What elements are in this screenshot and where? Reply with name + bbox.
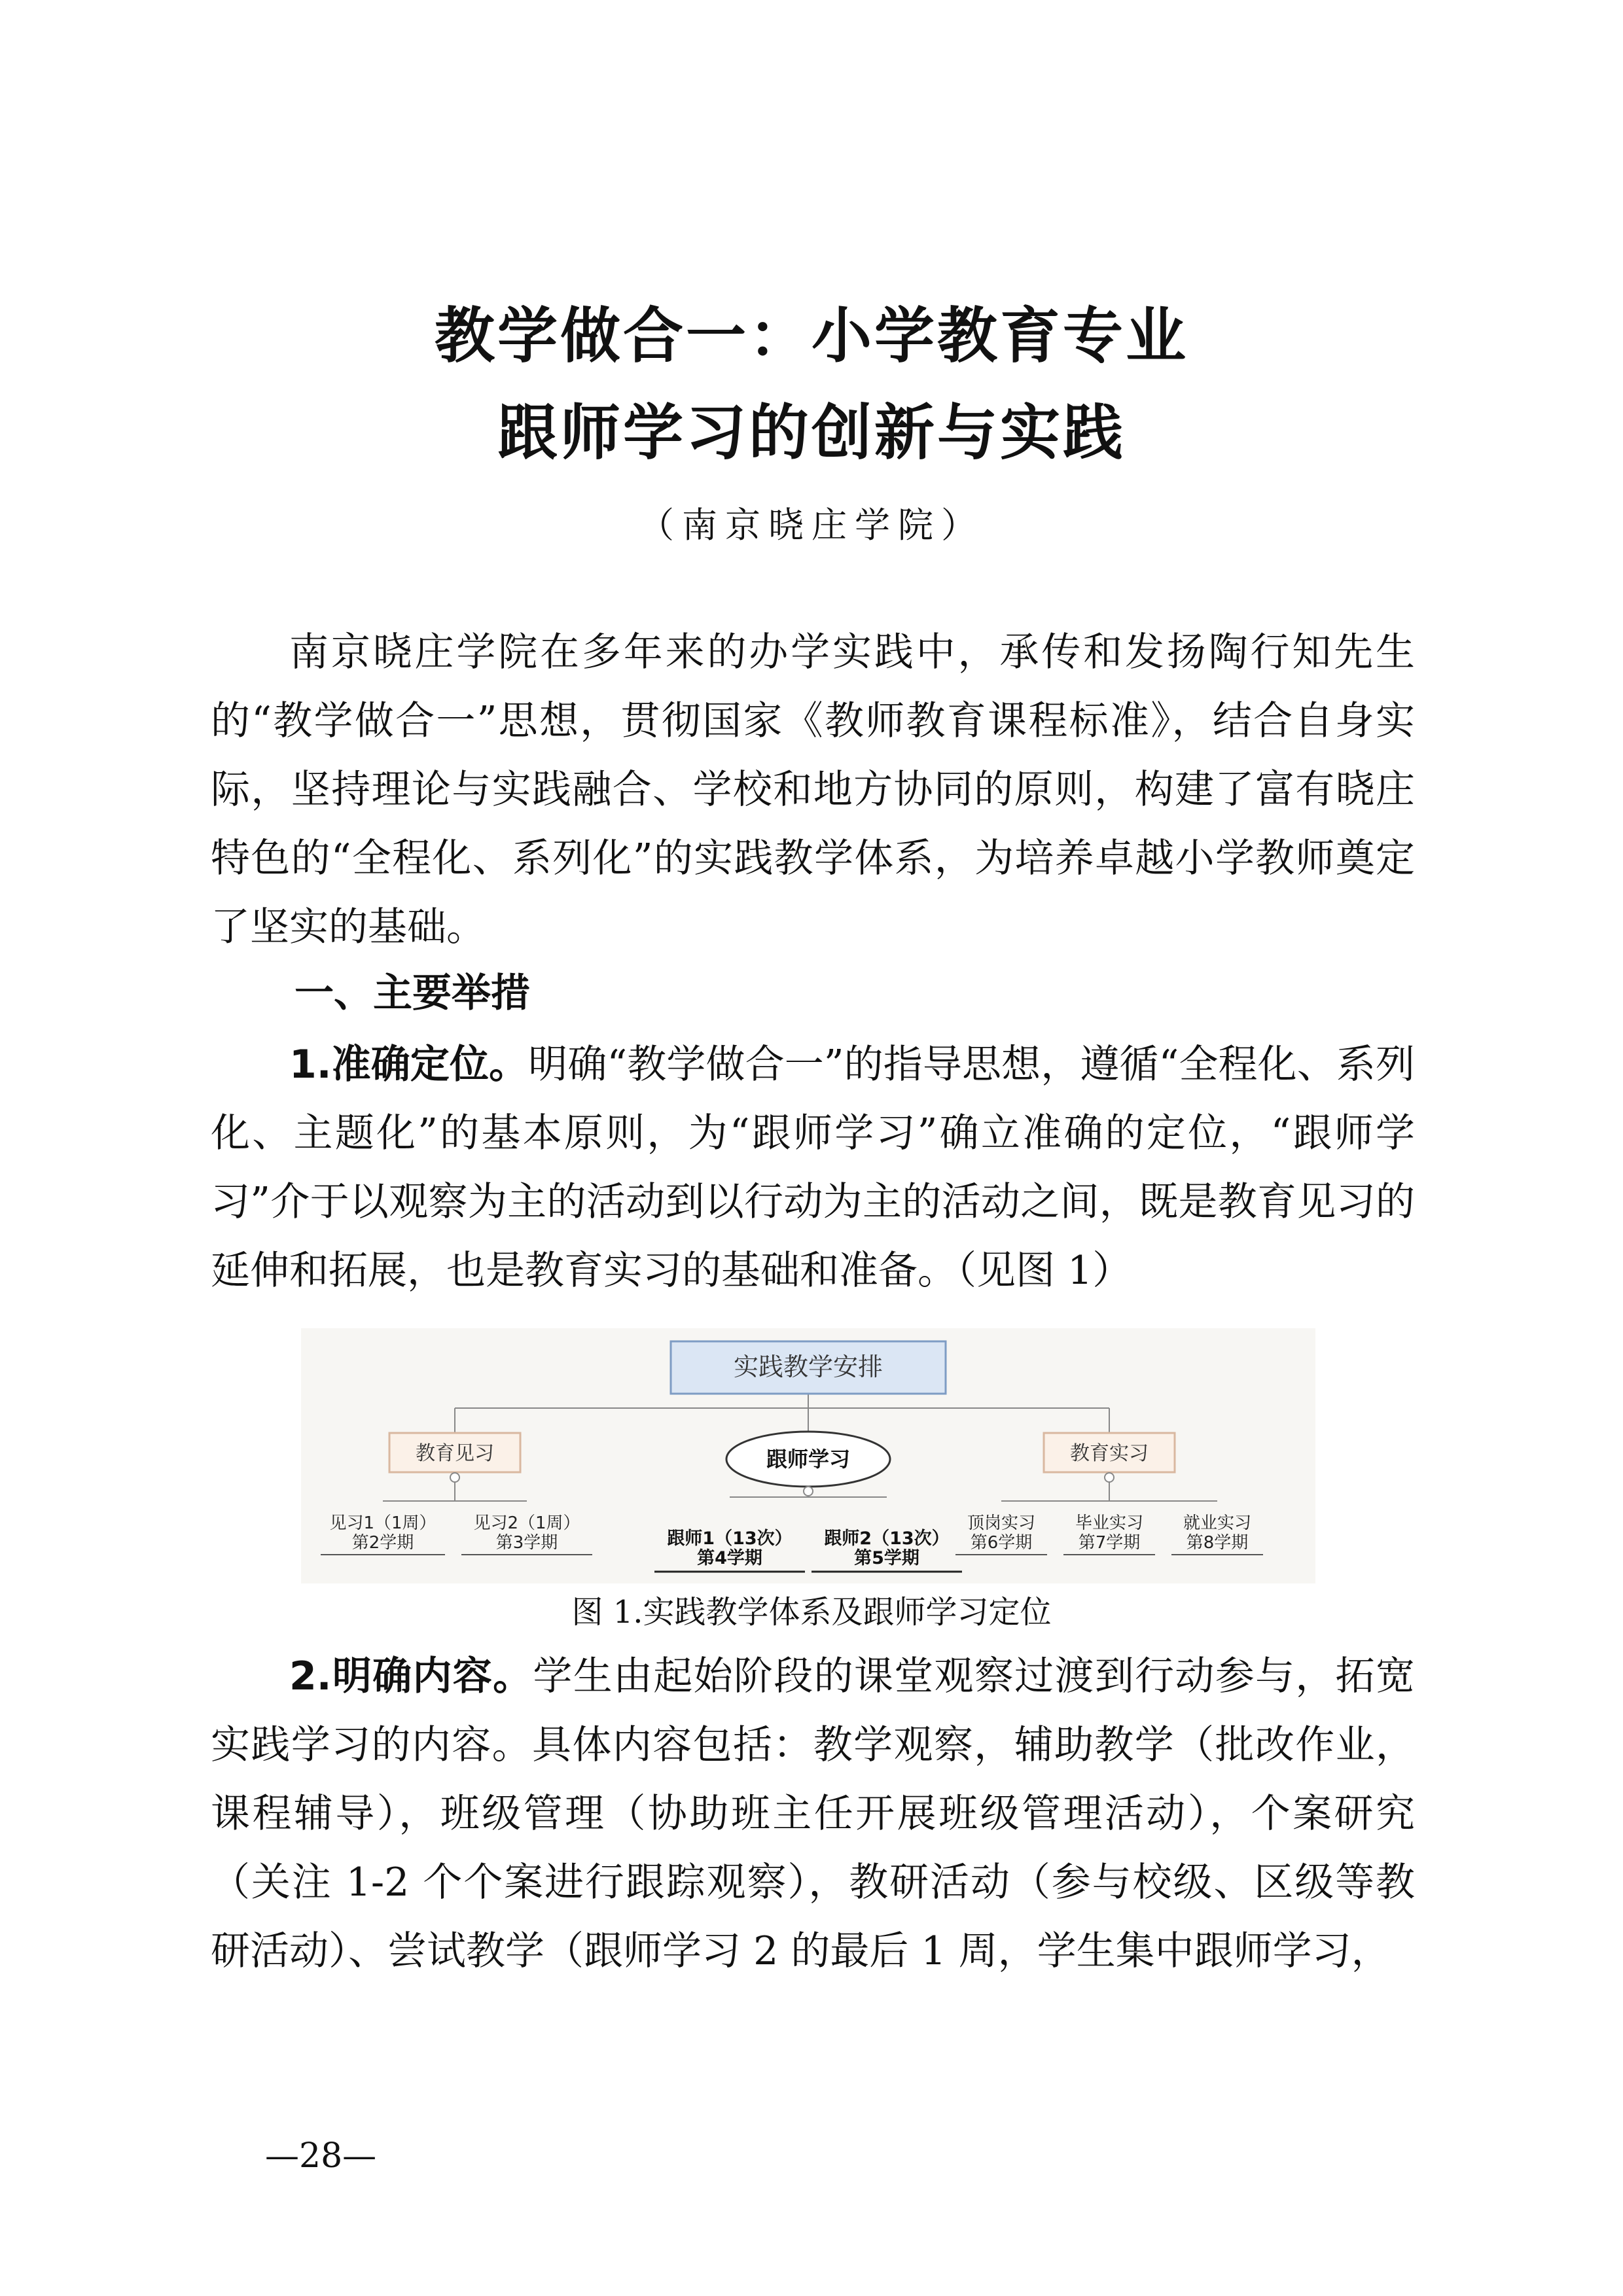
section-heading: 一、主要举措	[294, 970, 530, 1016]
right-child-1-line2: 第6学期	[970, 1533, 1033, 1553]
item2-paragraph	[211, 1642, 1415, 1986]
right-child-3-line2: 第8学期	[1186, 1533, 1249, 1553]
right-collapse-icon	[1105, 1473, 1114, 1482]
left-child-2-line1: 见习2（1周）	[473, 1513, 580, 1533]
right-label: 教育实习	[1070, 1442, 1149, 1465]
title-line-2: 跟师学习的创新与实践	[497, 398, 1126, 468]
institution: （南京晓庄学院）	[639, 504, 984, 546]
right-child-2-line2: 第7学期	[1078, 1533, 1141, 1553]
center-child-2-line1: 跟师2（13次）	[824, 1528, 950, 1549]
right-child-1-line1: 顶岗实习	[967, 1513, 1036, 1533]
center-label: 跟师学习	[766, 1447, 851, 1472]
title-line-1: 教学做合一：小学教育专业	[434, 301, 1188, 371]
right-child-3-line1: 就业实习	[1183, 1513, 1252, 1533]
center-child-1-line2: 第4学期	[697, 1548, 762, 1568]
center-collapse-icon	[804, 1487, 813, 1496]
root-label: 实践教学安排	[733, 1352, 883, 1381]
left-child-1-line1: 见习1（1周）	[329, 1513, 437, 1533]
diagram-svg	[301, 1328, 1315, 1583]
intro-text: 南京晓庄学院在多年来的办学实践中，承传和发扬陶行知先生的“教学做合一”思想，贯彻国家《教师教育课程标准》，结合自身实际，坚持理论与实践融合、学校和地方协同的原则，构建了富有晓庄特色的“全程化、系列化”的实践教学体系，为培养卓越小学教师奠定了坚实的基础。	[211, 629, 1415, 950]
left-label: 教育见习	[416, 1442, 494, 1465]
item2-lead: 2.明确内容。	[289, 1653, 533, 1699]
center-child-2-line2: 第5学期	[854, 1548, 919, 1568]
item2-text: 学生由起始阶段的课堂观察过渡到行动参与，拓宽实践学习的内容。具体内容包括：教学观察，辅助教学（批改作业，课程辅导），班级管理（协助班主任开展班级管理活动），个案研究（关注 1-2 个个案进行跟踪观察），教研活动（参与校级、区级等教研活动）、尝试教学（跟师学习 2 的最后 1 周，学生集中跟师学习，	[211, 1653, 1415, 1974]
item1-text: 明确“教学做合一”的指导思想，遵循“全程化、系列化、主题化”的基本原则，为“跟师学习”确立准确的定位，“跟师学习”介于以观察为主的活动到以行动为主的活动之间，既是教育见习的延伸和拓展，也是教育实习的基础和准备。（见图 1）	[211, 1042, 1415, 1294]
item1-paragraph	[211, 1031, 1415, 1305]
page-number: —28—	[265, 2136, 377, 2176]
practice-teaching-diagram	[301, 1328, 1315, 1583]
item1-lead: 1.准确定位。	[289, 1042, 529, 1087]
left-child-1-line2: 第2学期	[351, 1533, 414, 1553]
intro-paragraph	[211, 618, 1415, 962]
left-collapse-icon	[450, 1473, 459, 1482]
center-child-1-line1: 跟师1（13次）	[667, 1528, 793, 1549]
left-child-2-line2: 第3学期	[495, 1533, 558, 1553]
right-child-2-line1: 毕业实习	[1075, 1513, 1144, 1533]
figure-caption: 图 1.实践教学体系及跟师学习定位	[571, 1594, 1052, 1631]
